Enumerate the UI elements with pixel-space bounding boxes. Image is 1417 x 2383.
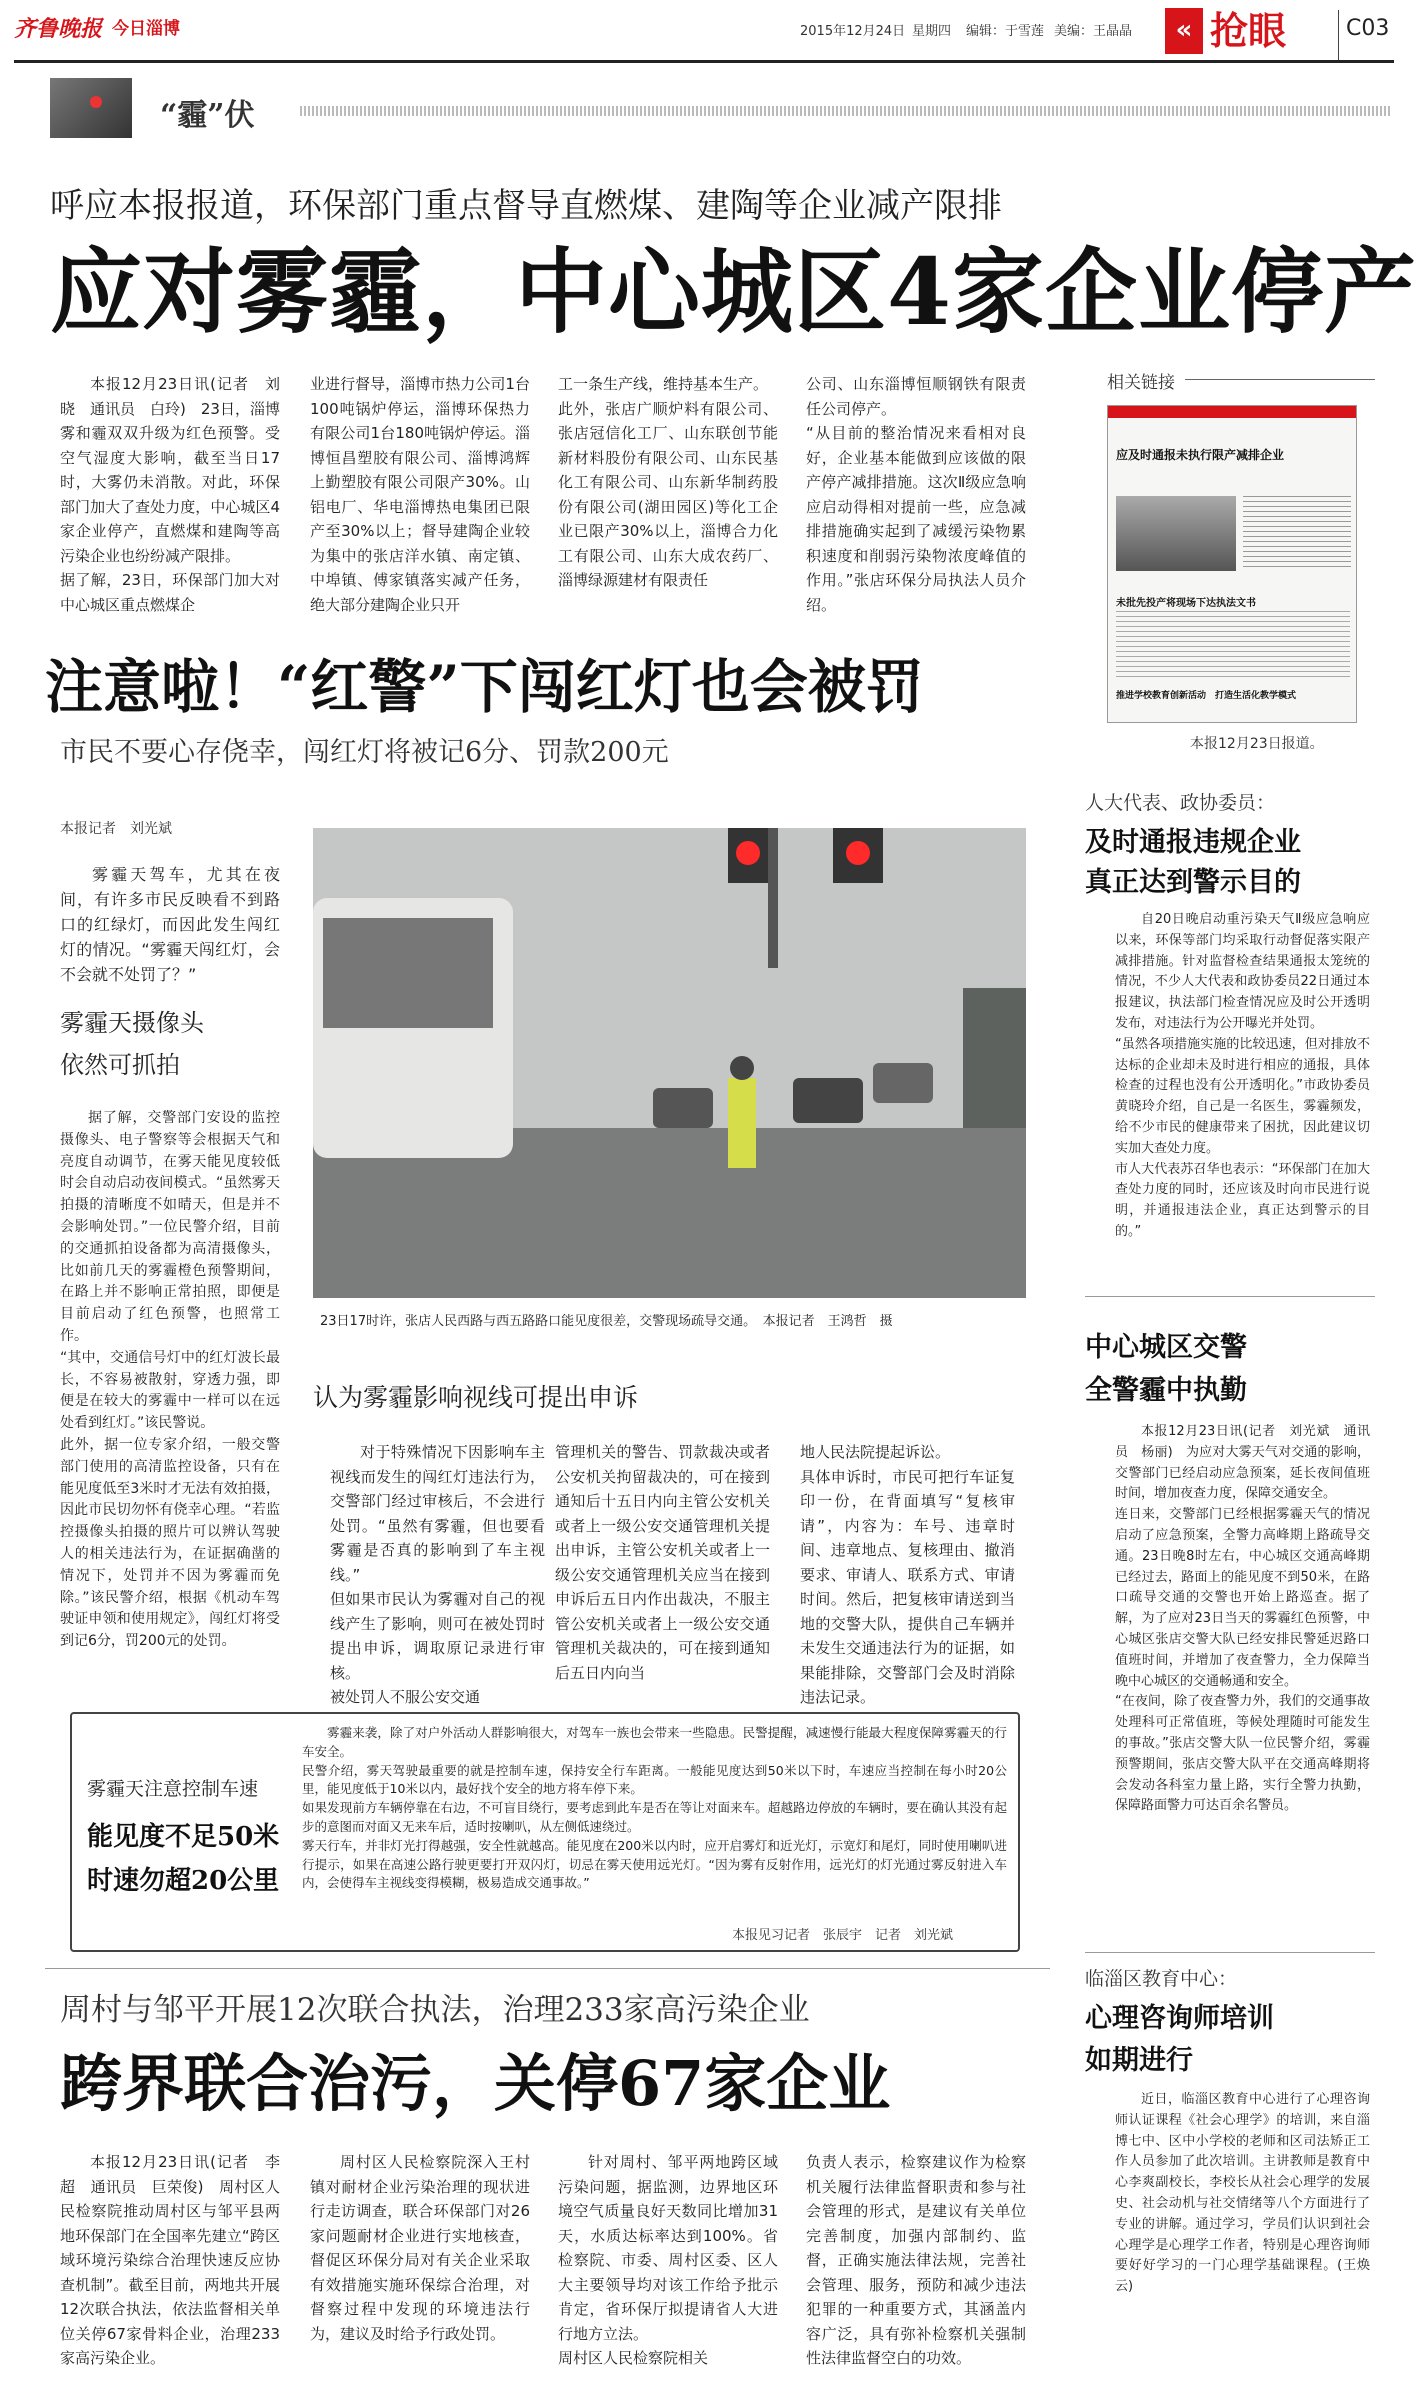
story2-col2-text: 对于特殊情况下因影响车主视线而发生的闯红灯违法行为，交警部门经过审核后，不会进行处罚。“虽然有雾霾，但也要看雾霾是否真的影响到了车主视线。” 但如果市民认为雾霾对自己的视线产生了影响，则可在被处罚时提出申诉，调取原记录进行审核。 被处罚人不服公安交通 [330, 1443, 545, 1706]
story3-col3 [558, 2150, 778, 2370]
paper-name: 齐鲁晚报 [14, 16, 103, 42]
story2-col4-text: 地人民法院提起诉讼。 具体申诉时，市民可把行车证复印一份，在背面填写“复核审请”，内容为：车号、违章时间、违章地点、复核理由、撤消要求、审请人、联系方式、审请时间。然后，把复核审请送到当地的交警大队，提供自己车辆并未发生交通违法行为的证据，如果能排除，交警部门会及时消除违法记录。 [800, 1443, 1015, 1706]
npc-title-line1: 及时通报违规企业 [1085, 827, 1301, 858]
sidebar-rule-1 [1085, 1296, 1375, 1297]
thumb-header [1108, 406, 1356, 418]
story1-col3-text: 工一条生产线，维持基本生产。 此外，张店广顺炉料有限公司、张店冠信化工厂、山东联创节能新材料股份有限公司、山东民基化工有限公司、山东新华制药股份有限公司(湖田园区)等化工企业已限产30%以上，淄博合力化工有限公司、山东大成农药厂、淄博绿源建材有限责任 [558, 375, 778, 589]
story2-subhead2: 认为雾霾影响视线可提出申诉 [313, 1383, 639, 1412]
traffic-scene-illustration [313, 828, 1026, 1298]
distant-car-1 [653, 1088, 713, 1128]
traffic-text: 本报12月23日讯(记者 刘光斌 通讯员 杨丽) 为应对大雾天气对交通的影响，交警部门已经启动应急预案，延长夜间值班时间，增加夜查力度，保障交通安全。 连日来，交警部门已经根据雾霾天气的情况启动了应急预案，全警力高峰期上路疏导交通。23日晚8时左右，中心城区交通高峰期已经过去，路面上的能见度不到50米，在路口疏导交通的交警也开始上路巡查。据了解，为了应对23日当天的雾霾红色预警，中心城区张店交警大队已经安排民警延迟路口值班时间，并增加了夜查警力，全力保障当晚中心城区的交通畅通和安全。 “在夜间，除了夜查警力外，我们的交通事故处理科可正常值班，等候处理随时可能发生的事故。”张店交警大队一位民警介绍，雾霾预警期间，张店交警大队平在交通高峰期将会发动各科室力量上路，实行全警力执勤，保障路面警力可达百余名警员。 [1115, 1424, 1370, 1814]
npc-body [1115, 910, 1370, 1280]
traffic-title-line1: 中心城区交警 [1085, 1332, 1247, 1363]
tree [963, 988, 1026, 1128]
thumb-lines [1243, 496, 1351, 571]
thumb-headline: 应及时通报未执行限产减排企业 [1116, 448, 1285, 462]
npc-sidebar [1085, 778, 1375, 1288]
distant-car-3 [873, 1063, 933, 1103]
sidebar-rule-2 [1085, 1952, 1375, 1953]
divider [1338, 10, 1339, 60]
story1-col4-text: 公司、山东淄博恒顺钢铁有限责任公司停产。 “从目前的整治情况来看相对良好，企业基本能做到应该做的限产停产减排措施。这次Ⅱ级应急响应启动得相对提前一些，应急减排措施确实起到了减缓污染物累积速度和削弱污染物浓度峰值的作用。”张店环保分局执法人员介绍。 [806, 375, 1026, 614]
story1-deck: 呼应本报报道，环保部门重点督导直燃煤、建陶等企业减产限排 [50, 186, 1002, 226]
edition-name: 今日淄博 [112, 19, 180, 39]
red-light-left [736, 841, 760, 865]
masthead-rule [14, 60, 1394, 63]
story2-col1 [60, 1108, 280, 1698]
story2-headline: 注意啦！“红警”下闯红灯也会被罚 [45, 653, 924, 721]
speed-tip-title-line2: 时速勿超20公里 [87, 1866, 280, 1896]
related-link-box [1085, 365, 1375, 760]
story2-subhead1-line2: 依然可抓拍 [60, 1051, 180, 1079]
officer-head [730, 1056, 754, 1080]
traffic-light-icon [90, 96, 102, 108]
story2-col1-text: 据了解，交警部门安设的监控摄像头、电子警察等会根据天气和亮度自动调节，在雾天能见度较低时会自动启动夜间模式。“虽然雾天拍摄的清晰度不如晴天，但是并不会影响处罚。”一位民警介绍，目前的交通抓拍设备都为高清摄像头，比如前几天的雾霾橙色预警期间，在路上并不影响正常拍照，即便是目前启动了红色预警，也照常工作。 “其中，交通信号灯中的红灯波长最长，不容易被散射，穿透力强，即便是在较大的雾霾中一样可以在远处看到红灯。”该民警说。 此外，据一位专家介绍，一般交警部门使用的高清监控设备，只有在能见度低至3米时才无法有效拍摄，因此市民切勿怀有侥幸心理。“若监控摄像头拍摄的照片可以辨认驾驶人的相关违法行为，在证据确凿的情况下，处罚并不因为雾霾而免除。”该民警介绍，根据《机动车驾驶证申领和使用规定》，闯红灯将受到记6分，罚200元的处罚。 [60, 1110, 280, 1650]
related-link-rule [1185, 379, 1375, 380]
story2-col2 [330, 1440, 545, 1706]
kicker-stripe [300, 106, 1390, 116]
bus-window [323, 918, 493, 1028]
thumb-lines2 [1116, 611, 1350, 681]
speed-tip-label: 雾霾天注意控制车速 [87, 1778, 259, 1800]
edu-title-line1: 心理咨询师培训 [1085, 2003, 1274, 2034]
designer: 美编：王晶晶 [1054, 24, 1133, 39]
editor: 编辑：于雪莲 [966, 24, 1045, 39]
kicker-thumbnail [50, 78, 132, 138]
edu-text: 近日，临淄区教育中心进行了心理咨询师认证课程《社会心理学》的培训，来自淄博七中、区中小学校的老师和区司法矫正工作人员参加了此次培训。主讲教师是教育中心李爽副校长，李校长从社会心理学的发展史、社会动机与社交情绪等八个方面进行了专业的讲解。通过学习，学员们认识到社会心理学是心理学工作者，特别是心理咨询师要好好学习的一门心理学基础课程。(王焕云) [1115, 2092, 1370, 2295]
story3-col3-text: 针对周村、邹平两地跨区域污染问题，据监测，边界地区环境空气质量良好天数同比增加31天，水质达标率达到100%。省检察院、市委、周村区委、区人大主要领导均对该工作给予批示肯定，省环保厅拟提请省人大进行地方立法。 周村区人民检察院相关 [558, 2153, 778, 2367]
story1-col2 [310, 372, 530, 622]
story1-col2-text: 业进行督导，淄博市热力公司1台100吨锅炉停运，淄博环保热力有限公司1台180吨锅炉停运。淄博恒昌塑胶有限公司、淄博鸿辉上勤塑胶有限公司限产30%。山铝电厂、华电淄博热电集团已限产至30%以上；督导建陶企业较为集中的张店洋水镇、南定镇、中埠镇、傅家镇落实减产任务，绝大部分建陶企业只开 [310, 375, 530, 614]
story1-col1 [60, 372, 280, 622]
story3-col2-text: 周村区人民检察院深入王村镇对耐材企业污染治理的现状进行走访调查，联合环保部门对26家问题耐材企业进行实地核查，督促区环保分局对有关企业采取有效措施实施环保综合治理，对督察过程中发现的环境违法行为，建议及时给予行政处罚。 [310, 2153, 530, 2343]
npc-text: 自20日晚启动重污染天气Ⅱ级应急响应以来，环保等部门均采取行动督促落实限产减排措施。针对监督检查结果通报太笼统的情况，不少人大代表和政协委员22日通过本报建议，执法部门检查情况应及时公开透明发布，对违法行为公开曝光并处罚。 “虽然各项措施实施的比较迅速，但对排放不达标的企业却未及时进行相应的通报，具体检查的过程也没有公开透明化。”市政协委员黄晓玲介绍，自己是一名医生，雾霾频发，给不少市民的健康带来了困扰，因此建议切实加大查处力度。 市人大代表苏召华也表示：“环保部门在加大查处力度的同时，还应该及时向市民进行说明，并通报违法企业，真正达到警示的目的。” [1115, 912, 1370, 1239]
story3-col1-text: 本报12月23日讯(记者 李超 通讯员 巨荣俊) 周村区人民检察院推动周村区与邹平县两地环保部门在全国率先建立“跨区域环境污染综合治理快速反应协查机制”。截至目前，两地共开展12次联合执法，依法监督相关单位关停67家骨料企业，治理233家高污染企业。 [60, 2153, 280, 2367]
story3-col1 [60, 2150, 280, 2370]
story3-headline: 跨界联合治污，关停67家企业 [60, 2047, 891, 2120]
related-link-label: 相关链接 [1107, 373, 1175, 393]
story3-col4-text: 负责人表示，检察建议作为检察机关履行法律监督职责和参与社会管理的形式，是建议有关单位完善制度，加强内部制约、监督，正确实施法律法规，完善社会管理、服务，预防和减少违法犯罪的一种重要方式，其涵盖内容广泛，具有弥补检察机关强制性法律监督空白的功效。 [806, 2153, 1026, 2367]
traffic-body [1115, 1422, 1370, 1932]
story1-col4 [806, 372, 1026, 622]
thumb-subhead1: 未批先投产将现场下达执法文书 [1116, 598, 1256, 609]
story2-byline: 本报记者 刘光斌 [60, 821, 172, 837]
photo-caption: 23日17时许，张店人民西路与西五路路口能见度很差，交警现场疏导交通。 本报记者 王鸿哲 摄 [320, 1314, 893, 1329]
speed-tip-title-line1: 能见度不足50米 [87, 1822, 280, 1852]
speed-tip-body [302, 1724, 1007, 1914]
edu-title-line2: 如期进行 [1085, 2045, 1193, 2076]
story2-col4 [800, 1440, 1015, 1706]
issue-date: 2015年12月24日 [800, 24, 906, 39]
related-link-caption: 本报12月23日报道。 [1190, 736, 1324, 752]
npc-title-line2: 真正达到警示目的 [1085, 867, 1301, 898]
traffic-officer [728, 1078, 756, 1168]
story1-col3 [558, 372, 778, 622]
section-badge [1165, 8, 1203, 54]
thumb-subhead2: 推进学校教育创新活动 打造生活化教学模式 [1116, 691, 1297, 701]
story3-col2 [310, 2150, 530, 2370]
story2-col3 [555, 1440, 770, 1682]
kicker-label: “霾”伏 [160, 98, 255, 133]
speed-tip-text: 雾霾来袭，除了对户外活动人群影响很大，对驾车一族也会带来一些隐患。民警提醒，减速慢行能最大程度保障雾霾天的行车安全。 民警介绍，雾天驾驶最重要的就是控制车速，保持安全行车距离。一般能见度达到50米以下时，车速应当控制在每小时20公里，能见度低于10米以内，最好找个安全的地方将车停下来。 如果发现前方车辆停靠在右边，不可盲目绕行，要考虑到此车是否在等让对面来车。超越路边停放的车辆时，要在确认其没有起步的意图而对面又无来车后，适时按喇叭，从左侧低速绕过。 雾天行车，并非灯光打得越强，安全性就越高。能见度在200米以内时，应开启雾灯和近光灯，示宽灯和尾灯，同时使用喇叭进行提示，如果在高速公路行驶更要打开双闪灯，切忌在雾天使用远光灯。“因为雾有反射作用，远光灯的灯光通过雾反射进入车内，会使得车主视线变得模糊，极易造成交通事故。” [302, 1725, 1007, 1891]
story2-col3-text: 管理机关的警告、罚款裁决或者公安机关拘留裁决的，可在接到通知后十五日内向主管公安机关或者上一级公安交通管理机关提出申诉，主管公安机关或者上一级公安交通管理机关应当在接到申诉后五日内作出裁决，不服主管公安机关或者上一级公安交通管理机关裁决的，可在接到通知后五日内向当 [555, 1443, 770, 1682]
page-number: C03 [1346, 16, 1390, 41]
thumb-photo [1116, 496, 1236, 571]
chevron-left-icon: « [1175, 15, 1193, 45]
speed-tip-box [70, 1712, 1020, 1952]
education-sidebar [1085, 1958, 1375, 2378]
related-link-thumbnail [1107, 405, 1357, 723]
section-title: 抢眼 [1210, 8, 1287, 53]
signal-pole [768, 828, 778, 968]
edu-label: 临淄区教育中心： [1085, 1968, 1238, 1990]
traffic-police-sidebar [1085, 1300, 1375, 1940]
edu-body [1115, 2090, 1370, 2375]
story2-lede [60, 862, 280, 987]
section-rule [45, 1968, 1050, 1969]
speed-tip-byline: 本报见习记者 张辰宇 记者 刘光斌 [732, 1928, 954, 1943]
npc-label: 人大代表、政协委员： [1085, 792, 1276, 814]
story1-col1-text: 本报12月23日讯(记者 刘晓 通讯员 白玲) 23日，淄博雾和霾双双升级为红色预警。受空气湿度大影响，截至当日17时，大雾仍未消散。对此，环保部门加大了查处力度，中心城区4家企业停产，直燃煤和建陶等高污染企业也纷纷减产限排。 据了解，23日，环保部门加大对中心城区重点燃煤企 [60, 375, 280, 614]
story3-col4 [806, 2150, 1026, 2370]
distant-car-2 [793, 1078, 863, 1123]
story1-headline: 应对雾霾，中心城区4家企业停产 [50, 238, 1417, 346]
issue-weekday: 星期四 [912, 24, 952, 39]
story2-subhead1-line1: 雾霾天摄像头 [60, 1009, 204, 1037]
red-light-right [846, 841, 870, 865]
traffic-title-line2: 全警霾中执勤 [1085, 1375, 1247, 1406]
masthead [0, 0, 1409, 70]
kicker-band [50, 78, 1390, 144]
story2-lede-text: 雾霾天驾车，尤其在夜间，有许多市民反映看不到路口的红绿灯，而因此发生闯红灯的情况。“雾霾天闯红灯，会不会就不处罚了？” [60, 865, 280, 984]
story3-deck: 周村与邹平开展12次联合执法，治理233家高污染企业 [60, 1992, 810, 2028]
traffic-photo [313, 828, 1026, 1298]
story2-deck: 市民不要心存侥幸，闯红灯将被记6分、罚款200元 [60, 737, 669, 768]
